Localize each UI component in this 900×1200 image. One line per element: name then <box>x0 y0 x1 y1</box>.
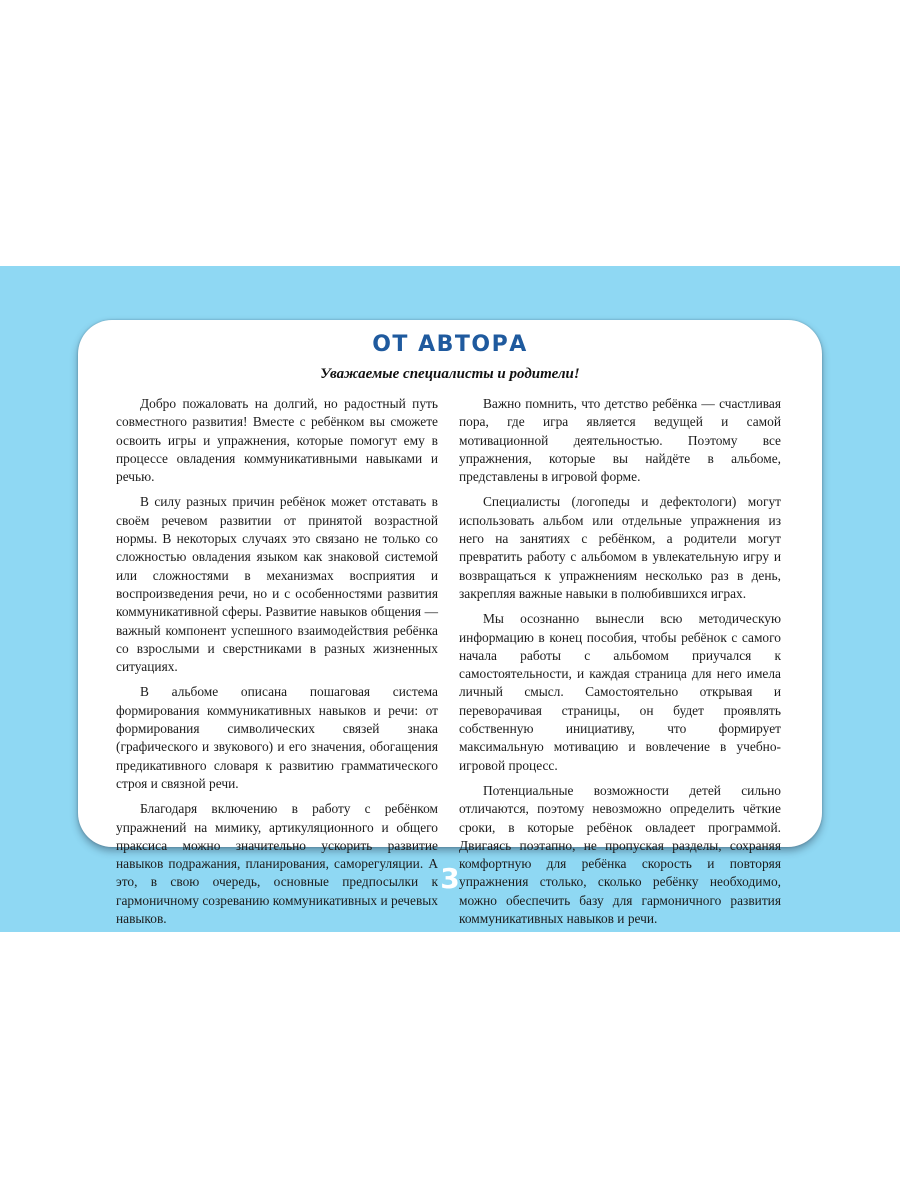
paragraph: Важно помнить, что детство ребёнка — счастливая пора, где игра является ведущей и самой мотивационной деятельностью. Поэтому все упражнения, которые вы найдёте в альбоме, представлены в игровой форме. <box>459 396 781 485</box>
page-number: 3 <box>440 862 460 895</box>
paragraph: Мы осознанно вынесли всю методическую информацию в конец пособия, чтобы ребёнок с самого начала работы с альбомом приучался к самостоятельности, и каждая страница для него имела личный смысл. Самостоятельно открывая и переворачивая страницы, он будет проявлять собственную инициативу, что формирует максимальную мотивацию и вовлечение в учебно-игровой процесс. <box>459 611 781 773</box>
preface-card <box>78 320 822 927</box>
paragraph: Потенциальные возможности детей сильно отличаются, поэтому невозможно определить чёткие сроки, в которые ребёнок овладеет программой. Двигаясь поэтапно, не пропуская разделы, сохраняя комфортную для ребёнка скорость и повторяя упражнения столько, сколько ребёнку необходимо, можно обеспечить базу для гармоничного развития коммуникативных навыков и речи. <box>459 782 781 927</box>
right-column <box>459 395 781 935</box>
paragraph: В силу разных причин ребёнок может отставать в своём речевом развитии от принятой возрастной нормы. В некоторых случаях это связано не только со сложностью овладения языком как знаковой системой или сложностями в механизмах восприятия и воспроизведения речи, но и с особенностями развития коммуникативной сферы. Развитие навыков общения — важный компонент успешного взаимодействия ребёнка со взрослыми и сверстниками в разных жизненных ситуациях. <box>116 494 438 675</box>
page-subtitle: Уважаемые специалисты и родители! <box>320 366 580 382</box>
left-column <box>116 395 438 935</box>
paragraph: Специалисты (логопеды и дефектологи) могут использовать альбом или отдельные упражнения из него на занятиях с ребёнком, а родители могут превратить работу с альбомом в увлекательную игру и возвращаться к упражнениям несколько раз в день, закрепляя важные навыки в полюбившихся играх. <box>459 494 781 601</box>
paragraph: Добро пожаловать на долгий, но радостный путь совместного развития! Вместе с ребёнком вы сможете освоить игры и упражнения, которые помогут ему в процессе овладения коммуникативными навыками и речью. <box>116 396 438 485</box>
paragraph: В альбоме описана пошаговая система формирования коммуникативных навыков и речи: от формирования символических связей знака (графического и звукового) и его значения, обогащения предикативного словаря к развитию грамматического строя и связной речи. <box>116 684 438 791</box>
page-title: ОТ АВТОРА <box>372 332 528 357</box>
paragraph: Благодаря включению в работу с ребёнком упражнений на мимику, артикуляционного и общего праксиса можно значительно ускорить развитие навыков подражания, планирования, саморегуляции. А это, в свою очередь, основные предпосылки к гармоничному созреванию коммуникативных и речевых навыков. <box>116 801 438 927</box>
